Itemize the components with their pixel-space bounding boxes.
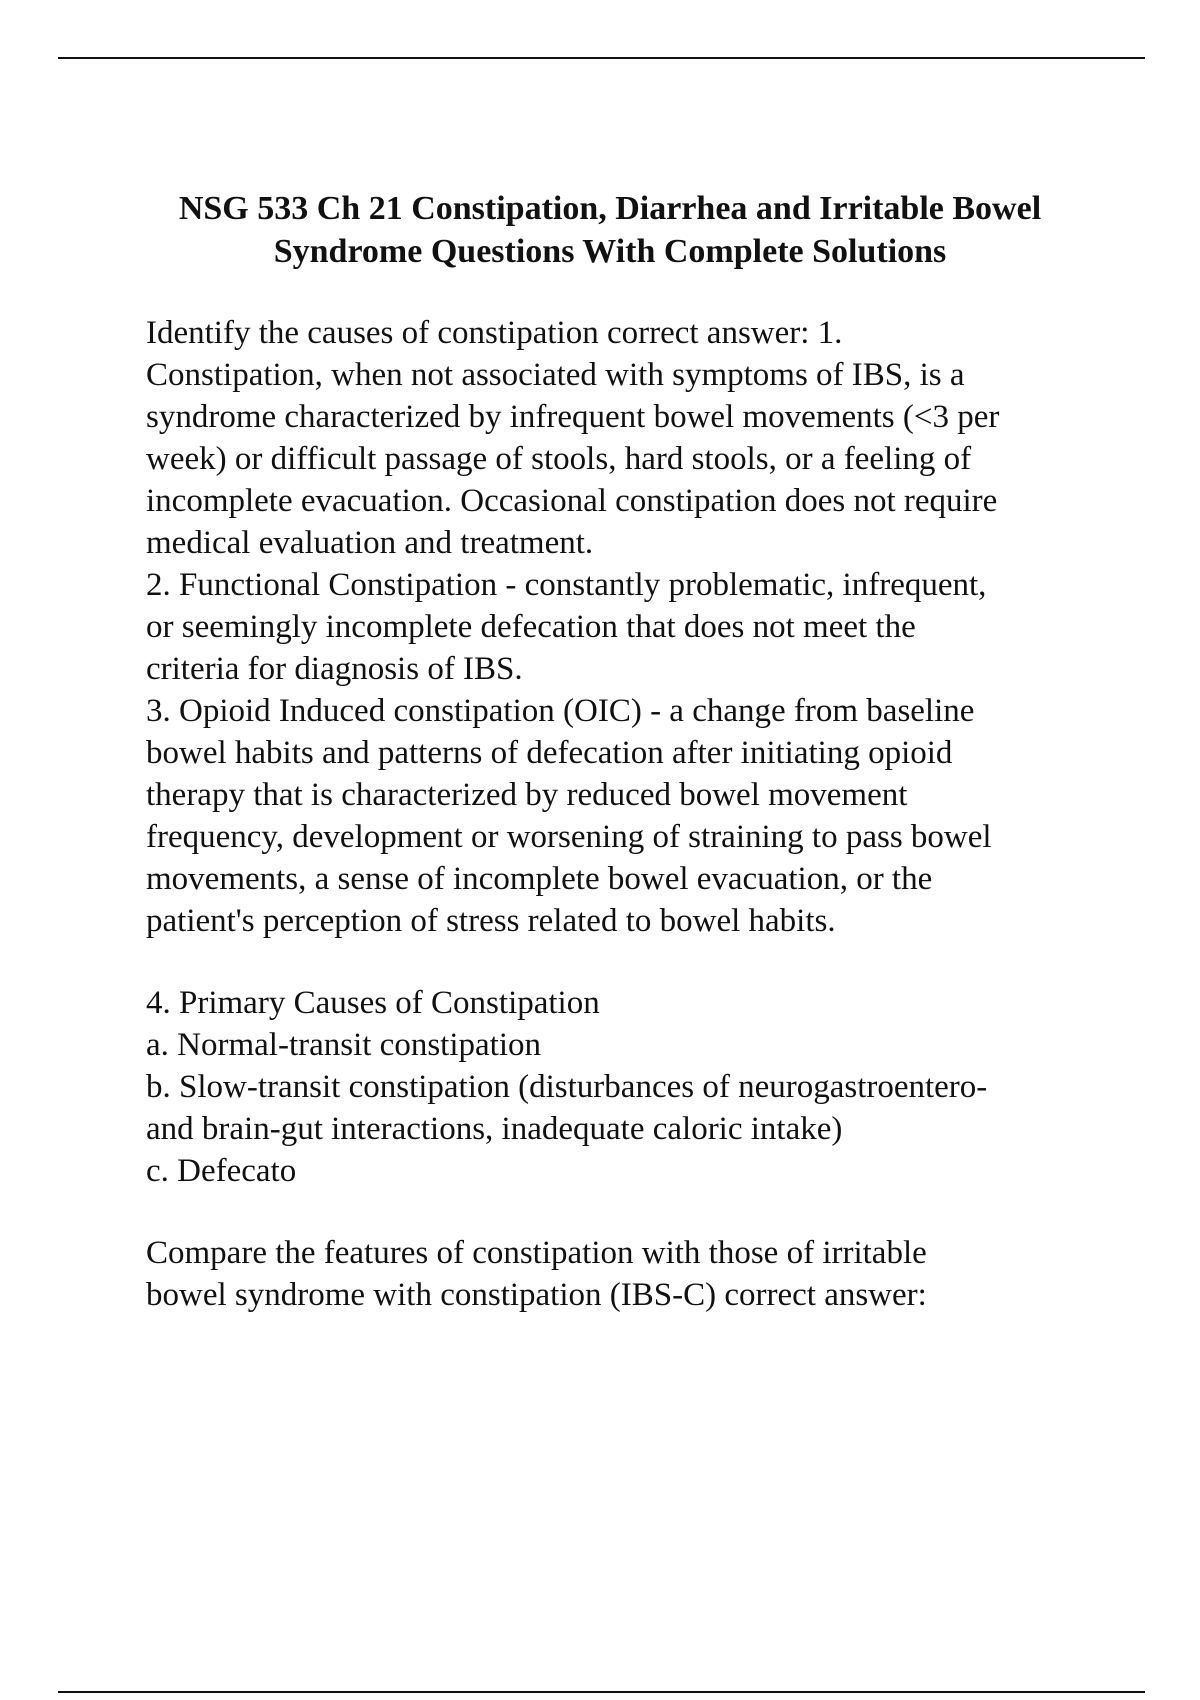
text-line: 2. Functional Constipation - constantly problematic, infrequent, <box>146 567 987 603</box>
text-line: 3. Opioid Induced constipation (OIC) - a change from baseline <box>146 693 975 729</box>
footer-rule <box>58 1691 1145 1693</box>
text-line: medical evaluation and treatment. <box>146 525 594 561</box>
text-line: c. Defecato <box>146 1153 297 1189</box>
text-line: a. Normal-transit constipation <box>146 1027 541 1063</box>
text-line: Identify the causes of constipation correct answer: 1. <box>146 315 843 351</box>
paragraph-causes <box>146 312 1146 942</box>
text-line: and brain-gut interactions, inadequate caloric intake) <box>146 1111 843 1147</box>
document-body <box>146 312 1146 1316</box>
text-line: Constipation, when not associated with symptoms of IBS, is a <box>146 357 965 393</box>
paragraph-compare <box>146 1232 1146 1316</box>
text-line: bowel syndrome with constipation (IBS-C) correct answer: <box>146 1277 927 1313</box>
text-line: criteria for diagnosis of IBS. <box>146 651 523 687</box>
text-line: movements, a sense of incomplete bowel evacuation, or the <box>146 861 933 897</box>
title-line: Syndrome Questions With Complete Solutions <box>273 233 947 270</box>
paragraph-spacer <box>146 1192 1146 1232</box>
header-rule <box>58 57 1145 59</box>
text-line: b. Slow-transit constipation (disturbances of neurogastroentero- <box>146 1069 988 1105</box>
text-line: Compare the features of constipation with those of irritable <box>146 1235 927 1271</box>
paragraph-primary-causes <box>146 982 1146 1192</box>
text-line: or seemingly incomplete defecation that does not meet the <box>146 609 916 645</box>
text-line: week) or difficult passage of stools, hard stools, or a feeling of <box>146 441 972 477</box>
title-line: NSG 533 Ch 21 Constipation, Diarrhea and Irritable Bowel <box>178 190 1042 227</box>
text-line: bowel habits and patterns of defecation after initiating opioid <box>146 735 953 771</box>
text-line: incomplete evacuation. Occasional constipation does not require <box>146 483 998 519</box>
text-line: syndrome characterized by infrequent bowel movements (<3 per <box>146 399 1000 435</box>
document-title <box>130 187 1090 273</box>
text-line: patient's perception of stress related to bowel habits. <box>146 903 836 939</box>
text-line: therapy that is characterized by reduced bowel movement <box>146 777 908 813</box>
text-line: 4. Primary Causes of Constipation <box>146 985 600 1021</box>
paragraph-spacer <box>146 942 1146 982</box>
text-line: frequency, development or worsening of straining to pass bowel <box>146 819 992 855</box>
